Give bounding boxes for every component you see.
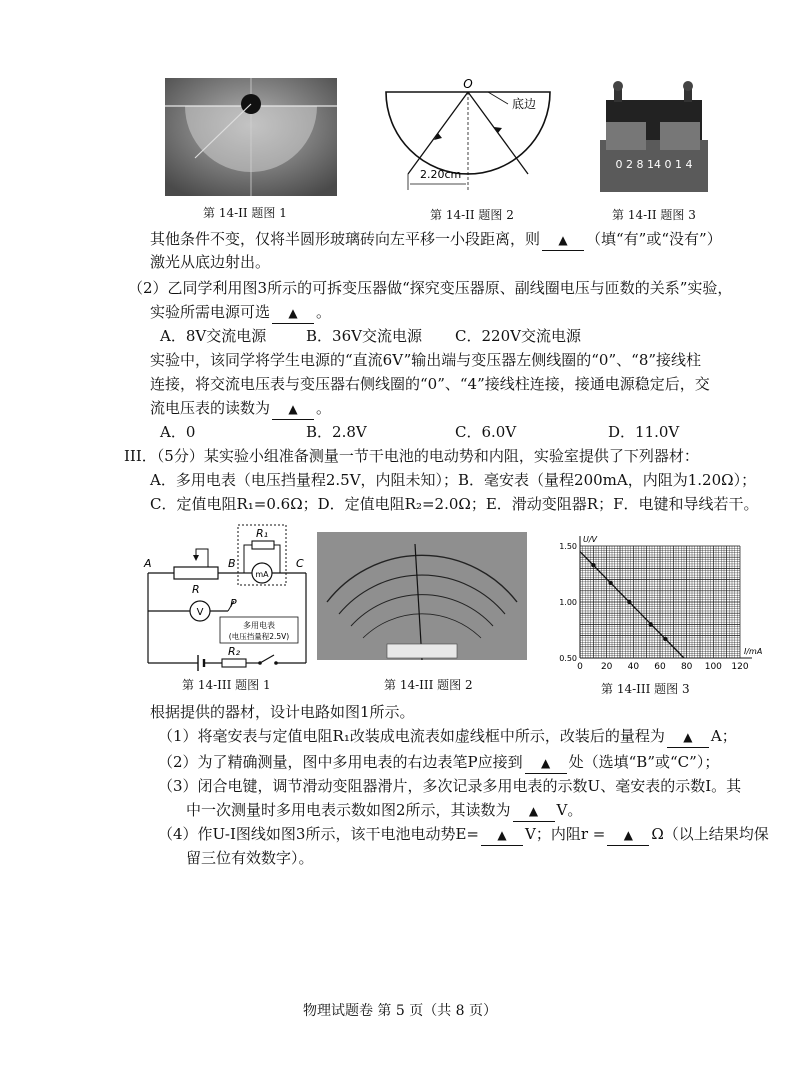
node-b: B <box>228 557 236 570</box>
x-tick-label: 80 <box>680 662 693 672</box>
meter-note-1: 多用电表 <box>243 621 275 630</box>
x-tick-label: 0 <box>577 662 583 672</box>
answer-a: A．0 <box>160 423 196 441</box>
text: V；内阻r = <box>524 825 606 843</box>
label-p: P <box>230 597 237 610</box>
label-dimension: 2.20cm <box>420 168 462 181</box>
text: 实验所需电源可选 <box>150 303 271 321</box>
y-tick-label: 1.50 <box>559 542 577 551</box>
label-base: 底边 <box>512 97 537 111</box>
text: 。 <box>316 399 332 417</box>
blank-marker: ▲ <box>683 730 693 744</box>
data-point <box>608 581 612 585</box>
text: （1）将毫安表与定值电阻R₁改装成电流表如虚线框中所示，改装后的量程为 <box>158 727 665 745</box>
meter-note-2: (电压挡量程2.5V) <box>228 632 290 641</box>
data-point <box>627 600 631 604</box>
answer-d: D．11.0V <box>608 423 680 441</box>
photo-glass-semicircle <box>165 78 337 196</box>
text: （4）作U-I图线如图3所示，该干电池电动势E= <box>158 825 479 843</box>
semicircle-ray-diagram <box>380 78 556 196</box>
x-tick-label: 20 <box>600 662 613 672</box>
blank-marker: ▲ <box>528 804 539 818</box>
label-ma: mA <box>255 570 269 579</box>
q2-option-c: C．220V交流电源 <box>455 327 581 345</box>
blank-marker: ▲ <box>623 828 633 842</box>
answer-blank <box>272 302 314 324</box>
q2-option-b: B．36V交流电源 <box>306 327 422 345</box>
page-footer: 物理试题卷 第 5 页（共 8 页） <box>302 1003 498 1019</box>
text: 处（选填“B”或“C”）； <box>568 753 720 771</box>
text: （填“有”或“没有”） <box>586 230 722 248</box>
node-a: A <box>144 557 152 570</box>
q2-option-a: A．8V交流电源 <box>160 327 267 345</box>
answer-blank <box>607 824 649 846</box>
label-r2: R₂ <box>228 645 241 658</box>
part-iii-title: III．（5分）某实验小组准备测量一节干电池的电动势和内阻，实验室提供了下列器材： <box>124 447 699 465</box>
answer-blank <box>542 229 584 251</box>
fig-14iii-1-caption: 第 14-III 题图 1 <box>182 678 271 692</box>
text: （2）为了精确测量，图中多用电表的右边表笔P应接到 <box>158 753 523 771</box>
answer-blank <box>667 726 709 748</box>
q2-line1: （2）乙同学利用图3所示的可拆变压器做“探究变压器原、副线圈电压与匝数的关系”实验， <box>128 279 733 297</box>
text: A； <box>710 727 737 745</box>
circuit-diagram <box>140 525 312 670</box>
text: 其他条件不变，仅将半圆形玻璃砖向左平移一小段距离，则 <box>150 230 541 248</box>
answer-blank <box>525 752 567 774</box>
text: 中一次测量时多用电表示数如图2所示，其读数为 <box>186 801 511 819</box>
label-r: R <box>192 583 200 596</box>
q4-line1 <box>158 824 769 846</box>
photo-transformer <box>598 78 710 196</box>
u-i-chart <box>545 528 763 673</box>
x-axis-label: I/mA <box>744 647 763 656</box>
fig-14ii-1-caption: 第 14-II 题图 1 <box>203 206 287 220</box>
q1-line <box>158 726 737 748</box>
fig-14ii-3-caption: 第 14-II 题图 3 <box>612 208 696 222</box>
text: 流电压表的读数为 <box>150 399 271 417</box>
x-tick-label: 60 <box>654 662 666 672</box>
text: 。 <box>316 303 332 321</box>
blank-marker: ▲ <box>497 828 507 842</box>
q2-line4: 连接，将交流电压表与变压器右侧线圈的“0”、“4”接线柱连接，接通电源稳定后，交 <box>150 375 710 393</box>
fig-14iii-2-caption: 第 14-III 题图 2 <box>384 678 473 692</box>
q2-line3: 实验中，该同学将学生电源的“直流6V”输出端与变压器左侧线圈的“0”、“8”接线柱 <box>150 351 702 369</box>
q4-line2: 留三位有效数字）。 <box>186 849 314 867</box>
x-tick-label: 120 <box>731 662 749 672</box>
blank-marker: ▲ <box>288 306 298 320</box>
blank-marker: ▲ <box>541 756 551 770</box>
y-tick-label: 1.00 <box>559 598 577 607</box>
answer-blank <box>481 824 523 846</box>
blank-marker: ▲ <box>288 402 298 416</box>
photo-multimeter-dial <box>317 532 527 660</box>
data-point <box>663 637 667 641</box>
data-point <box>648 622 652 626</box>
x-tick-label: 100 <box>704 662 722 672</box>
q3-line1: （3）闭合电键，调节滑动变阻器滑片，多次记录多用电表的示数U、毫安表的示数I。其 <box>158 777 742 795</box>
label-r1: R₁ <box>256 527 269 540</box>
q3-line2 <box>186 800 582 822</box>
y-tick-label: 0.50 <box>559 654 577 663</box>
part-ii-line2: 激光从底边射出。 <box>150 253 271 271</box>
q2-line2 <box>150 302 331 324</box>
answer-c: C．6.0V <box>455 423 517 441</box>
data-point <box>591 563 595 567</box>
equipment-line2: C．定值电阻R₁=0.6Ω；D．定值电阻R₂=2.0Ω；E．滑动变阻器R；F．电键和导线若干。 <box>150 495 759 513</box>
label-v: V <box>196 607 204 618</box>
transformer-terminals: 0 2 8 14 0 1 4 <box>615 158 693 171</box>
y-axis-label: U/V <box>583 535 598 544</box>
blank-marker: ▲ <box>558 233 568 247</box>
label-o: O <box>463 77 473 91</box>
text: V。 <box>556 801 583 819</box>
fig-14iii-3-caption: 第 14-III 题图 3 <box>601 682 690 696</box>
text: Ω（以上结果均保 <box>651 825 769 843</box>
answer-blank <box>513 800 555 822</box>
fig-14ii-2-caption: 第 14-II 题图 2 <box>430 208 514 222</box>
q2-line <box>158 752 719 774</box>
x-tick-label: 40 <box>627 662 640 672</box>
answer-blank <box>272 398 314 420</box>
part-ii-line1 <box>150 229 722 251</box>
q2-line5 <box>150 398 331 420</box>
fit-line <box>580 552 684 658</box>
part-iii-intro: 根据提供的器材，设计电路如图1所示。 <box>150 703 415 721</box>
node-c: C <box>296 557 304 570</box>
equipment-line1: A．多用电表（电压挡量程2.5V，内阻未知）；B．毫安表（量程200mA，内阻为1.20Ω）； <box>150 471 757 489</box>
answer-b: B．2.8V <box>306 423 367 441</box>
